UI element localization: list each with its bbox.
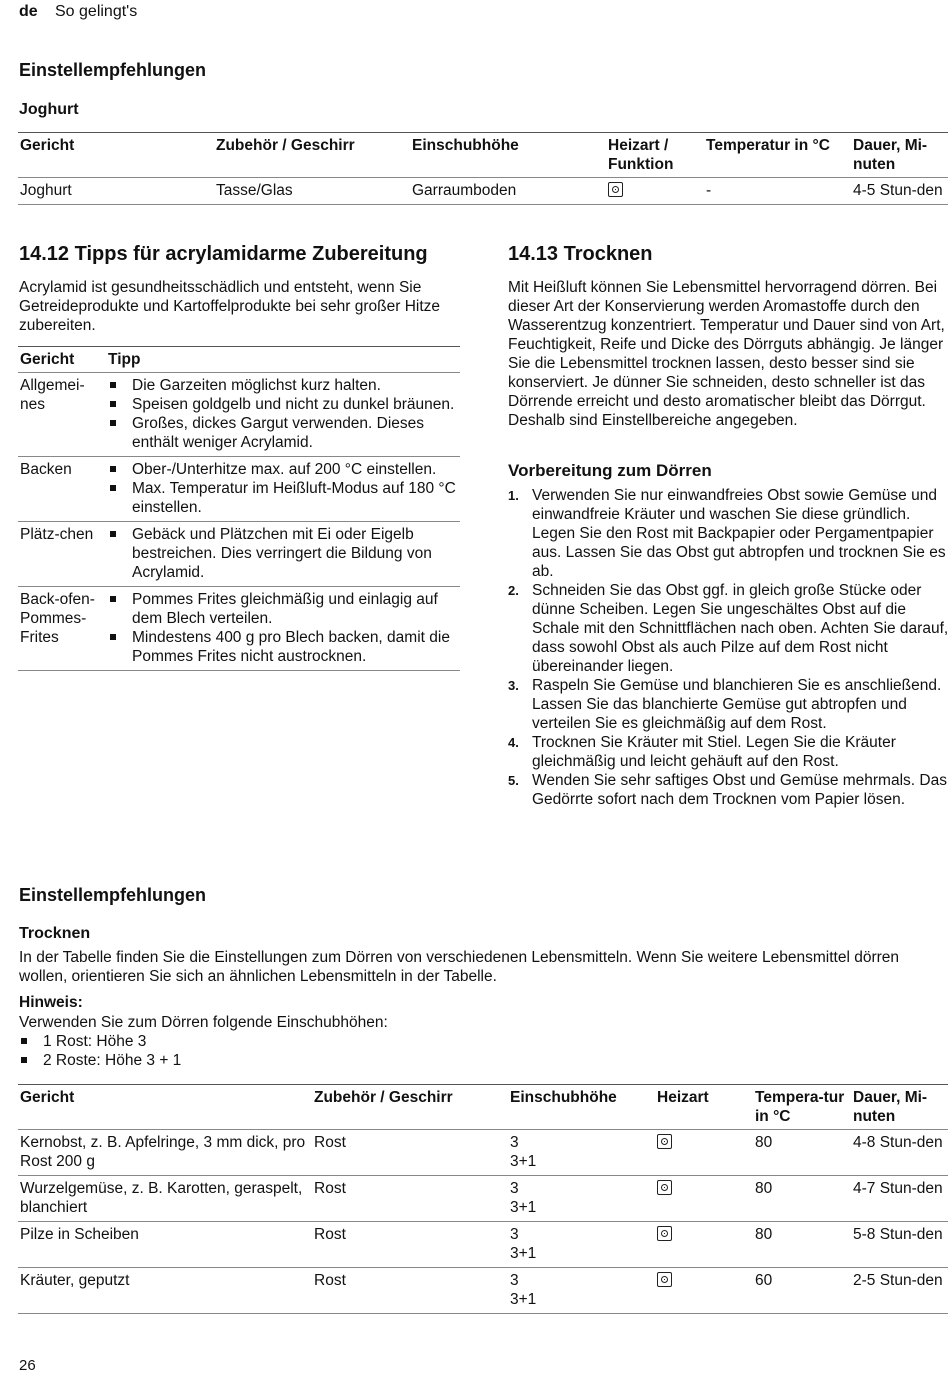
column-header: Zubehör / Geschirr xyxy=(216,137,355,154)
trocknen-table xyxy=(18,1084,948,1314)
cell-zubehoer: Rost xyxy=(312,1268,508,1314)
cell-zubehoer: Rost xyxy=(312,1222,508,1268)
section-title-einstellempfehlungen-2: Einstellempfehlungen xyxy=(19,885,207,905)
list-item: 3. Raspeln Sie Gemüse und blanchieren Sie es anschließend. Lassen Sie das blanchierte Gemüse gut abtropfen und verteilen Sie es gleichmäßig auf dem Rost. xyxy=(508,677,942,732)
list-item: 5. Wenden Sie sehr saftiges Obst und Gemüse mehrmals. Das Gedörrte sofort nach dem Trocknen vom Papier lösen. xyxy=(508,772,947,808)
prep-title: Vorbereitung zum Dörren xyxy=(508,461,712,480)
tip-item: Max. Temperatur im Heißluft-Modus auf 180 °C einstellen. xyxy=(108,479,458,517)
table-row xyxy=(18,1130,948,1176)
cell-gericht: Kräuter, geputzt xyxy=(18,1268,312,1314)
table-header-row xyxy=(18,1085,948,1130)
cell-dauer: 2-5 Stun-den xyxy=(851,1268,948,1314)
fan-icon xyxy=(657,1226,672,1241)
cell-tipp xyxy=(106,522,460,587)
cell-temp: 80 xyxy=(753,1130,851,1176)
column-header: Heizart xyxy=(657,1089,709,1106)
table-row xyxy=(18,457,460,522)
page-number: 26 xyxy=(19,1357,36,1374)
section-title-acrylamid: 14.12 Tipps für acrylamidarme Zubereitung xyxy=(19,243,428,265)
tip-item: Ober-/Unterhitze max. auf 200 °C einstellen. xyxy=(108,460,458,479)
cell-gericht: Joghurt xyxy=(18,178,214,205)
table-row xyxy=(18,1268,948,1314)
hint-text: Verwenden Sie zum Dörren folgende Einschubhöhen: xyxy=(19,1014,388,1031)
table-header-row xyxy=(18,133,948,178)
table-header-row xyxy=(18,347,460,373)
column-header: Tipp xyxy=(108,351,141,368)
cell-temp: 80 xyxy=(753,1176,851,1222)
cell-dauer: 5-8 Stun-den xyxy=(851,1222,948,1268)
column-header: Temperatur in °C xyxy=(706,137,830,154)
cell-heizart xyxy=(655,1222,753,1268)
oven-icon xyxy=(608,182,623,197)
fan-icon xyxy=(657,1134,672,1149)
table-row xyxy=(18,178,948,205)
table-row xyxy=(18,1176,948,1222)
cell-temp: 60 xyxy=(753,1268,851,1314)
list-item: 2 Roste: Höhe 3 + 1 xyxy=(19,1051,181,1070)
hint-label: Hinweis: xyxy=(19,994,83,1011)
fan-icon xyxy=(657,1180,672,1195)
cell-gericht: Back-ofen-Pommes-Frites xyxy=(18,587,106,671)
list-item: 1. Verwenden Sie nur einwandfreies Obst sowie Gemüse und einwandfreie Kräuter und waschen Sie diese gründlich. Legen Sie den Rost mit Backpapier oder Pergamentpapier aus. Lassen Sie das Obst gut abtropfen und trocknen Sie es ab. xyxy=(508,487,946,580)
cell-einschub: 3 3+1 xyxy=(508,1268,655,1314)
cell-dauer: 4-5 Stun-den xyxy=(851,178,948,205)
list-item: 4. Trocknen Sie Kräuter mit Stiel. Legen Sie die Kräuter gleichmäßig und leicht gehäuft auf den Rost. xyxy=(508,734,896,770)
cell-gericht: Plätz-chen xyxy=(18,522,106,587)
language-tag: de xyxy=(19,3,38,20)
cell-heizart xyxy=(655,1268,753,1314)
tip-item: Mindestens 400 g pro Blech backen, damit die Pommes Frites nicht austrocknen. xyxy=(108,628,458,666)
cell-heizart xyxy=(655,1176,753,1222)
trocknen-intro: Mit Heißluft können Sie Lebensmittel hervorragend dörren. Bei dieser Art der Konservierung werden Aromastoffe durch den Wasserentzug konzentriert. Temperatur und Dauer sind von Art, Feuchtigkeit, Reife und Dicke des Dörrguts abhängig. Je länger Sie die Lebensmittel trocknen lassen, desto besser sind sie konserviert. Je dünner Sie schneiden, desto schneller ist das Dörrende erreicht und desto aromatischer bleibt das Dörrgut. Deshalb sind Einstellbereiche angegeben. xyxy=(508,279,945,429)
cell-gericht: Kernobst, z. B. Apfelringe, 3 mm dick, pro Rost 200 g xyxy=(18,1130,312,1176)
tip-item: Pommes Frites gleichmäßig und einlagig auf dem Blech verteilen. xyxy=(108,590,458,628)
cell-dauer: 4-8 Stun-den xyxy=(851,1130,948,1176)
acrylamid-table xyxy=(18,346,460,671)
column-header: Gericht xyxy=(20,137,75,154)
cell-zubehoer: Rost xyxy=(312,1130,508,1176)
cell-tipp xyxy=(106,587,460,671)
cell-tipp xyxy=(106,373,460,457)
hint-list xyxy=(19,1032,181,1070)
fan-icon xyxy=(657,1272,672,1287)
column-header: Tempera-tur in °C xyxy=(755,1089,845,1125)
subtitle-joghurt: Joghurt xyxy=(19,101,79,118)
trocknen-table-intro: In der Tabelle finden Sie die Einstellungen zum Dörren von verschiedenen Lebensmitteln. Wenn Sie weitere Lebensmittel dörren wollen, orientieren Sie sich an ähnlichen Lebensmitteln in der Tabelle. xyxy=(19,949,900,985)
cell-einschub: 3 3+1 xyxy=(508,1222,655,1268)
table-row xyxy=(18,1222,948,1268)
prep-steps xyxy=(508,486,950,809)
table-row xyxy=(18,587,460,671)
cell-heizart xyxy=(606,178,704,205)
cell-gericht: Backen xyxy=(18,457,106,522)
cell-gericht: Wurzelgemüse, z. B. Karotten, geraspelt, blanchiert xyxy=(18,1176,312,1222)
column-header: Gericht xyxy=(20,351,75,368)
section-title-trocknen: 14.13 Trocknen xyxy=(508,243,653,265)
table-row xyxy=(18,522,460,587)
tip-item: Speisen goldgelb und nicht zu dunkel bräunen. xyxy=(108,395,458,414)
list-item: 2. Schneiden Sie das Obst ggf. in gleich große Stücke oder dünne Scheiben. Legen Sie ungeschältes Obst auf die Schale mit den Schnittflächen nach oben. Achten Sie darauf, dass sowohl Obst als auch Pilze auf dem Rost nicht übereinander liegen. xyxy=(508,582,949,675)
cell-zubehoer: Tasse/Glas xyxy=(214,178,410,205)
list-item: 1 Rost: Höhe 3 xyxy=(19,1032,181,1051)
running-header: So gelingt's xyxy=(55,3,138,20)
joghurt-table xyxy=(18,132,948,205)
section-title-einstellempfehlungen: Einstellempfehlungen xyxy=(19,60,207,80)
cell-zubehoer: Rost xyxy=(312,1176,508,1222)
cell-temp: - xyxy=(704,178,851,205)
column-header: Dauer, Mi-nuten xyxy=(853,137,928,173)
column-header: Zubehör / Geschirr xyxy=(314,1089,453,1106)
column-header: Dauer, Mi-nuten xyxy=(853,1089,928,1125)
cell-gericht: Pilze in Scheiben xyxy=(18,1222,312,1268)
cell-tipp xyxy=(106,457,460,522)
column-header: Einschubhöhe xyxy=(412,137,519,154)
cell-einschub: Garraumboden xyxy=(410,178,606,205)
column-header: Heizart / Funktion xyxy=(608,137,674,173)
cell-heizart xyxy=(655,1130,753,1176)
cell-temp: 80 xyxy=(753,1222,851,1268)
table-row xyxy=(18,373,460,457)
cell-einschub: 3 3+1 xyxy=(508,1176,655,1222)
cell-gericht: Allgemei-nes xyxy=(18,373,106,457)
column-header: Gericht xyxy=(20,1089,75,1106)
subtitle-trocknen: Trocknen xyxy=(19,925,91,942)
column-header: Einschubhöhe xyxy=(510,1089,617,1106)
cell-dauer: 4-7 Stun-den xyxy=(851,1176,948,1222)
cell-einschub: 3 3+1 xyxy=(508,1130,655,1176)
tip-item: Die Garzeiten möglichst kurz halten. xyxy=(108,376,458,395)
acrylamid-intro: Acrylamid ist gesundheitsschädlich und entsteht, wenn Sie Getreideprodukte und Kartoffelprodukte bei sehr großer Hitze zubereiten. xyxy=(19,279,441,334)
tip-item: Gebäck und Plätzchen mit Ei oder Eigelb bestreichen. Dies verringert die Bildung von Acrylamid. xyxy=(108,525,458,582)
tip-item: Großes, dickes Gargut verwenden. Dieses enthält weniger Acrylamid. xyxy=(108,414,458,452)
